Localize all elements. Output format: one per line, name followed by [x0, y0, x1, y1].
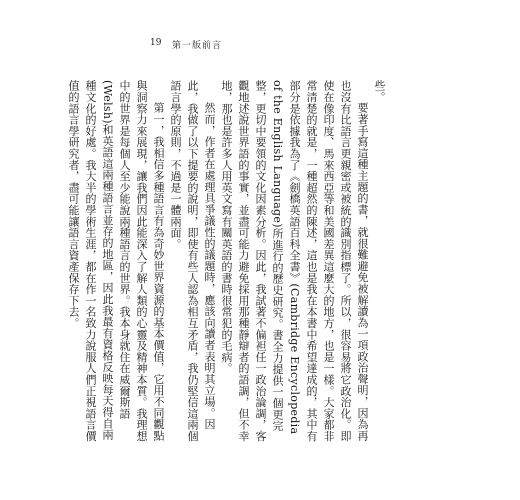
body-text [67, 80, 388, 445]
paragraph-4: 第一，我相信多種語言有為奇妙世界資源的基本價值，它用不同觀點與洞察力來展現，讓我們因此能深入了解人類的心靈及精神本質。我理想中的世界是每個人至少能說兩種語言的世界。我本身就住在威爾斯語(Welsh)和英語這兩種語言並存的地區，因此我最有資格反映每天得自兩種文化的好處。我大半的學術生涯，都在作一名致力說服人們正視語言價值的語言學研究者，盡可能讓語言資產保存下去。 [67, 80, 165, 442]
running-header [150, 38, 410, 54]
paragraph-1: 些。 [373, 80, 386, 103]
paragraph-2: 要著手寫這種主題的書，就很難避免被解讀為一項政治聲明，因為再也沒有比語言更親密或被統的識別指標了。所以，很容易將它政治化。即使在像印度、馬來西亞等和美國差異這麼大的地方，也是一樣。大家都非常清楚的就是，一種超然的陳述，這也是我在本書中希望達成的，其中有部分是依據我為了《劍橋英語百科全書》(Cambridge Encyclopedia of the English Language)所進行的歷史研究。書全力提供一個更完整，更切中要領的文化因素分析。因此，我試著不偏袒任一政治論調，客觀地述說世界語的事實，並盡可能力避免採用那種靜辯者的語調，但不幸地，那也是許多人用英文寫有關英語的書時很常犯的毛病。 [220, 80, 369, 442]
page-number: 19 [150, 38, 162, 48]
paragraph-3: 然而，作者在處理具爭議性的議題時，應該向讀者表明其立場。因此，我做了以下提要的說明，即使有些人認為相互矛盾，我仍堅信這兩個語言學的原則，不過是一體兩面。 [169, 80, 216, 442]
chapter-title: 第一版前言 [172, 41, 223, 51]
